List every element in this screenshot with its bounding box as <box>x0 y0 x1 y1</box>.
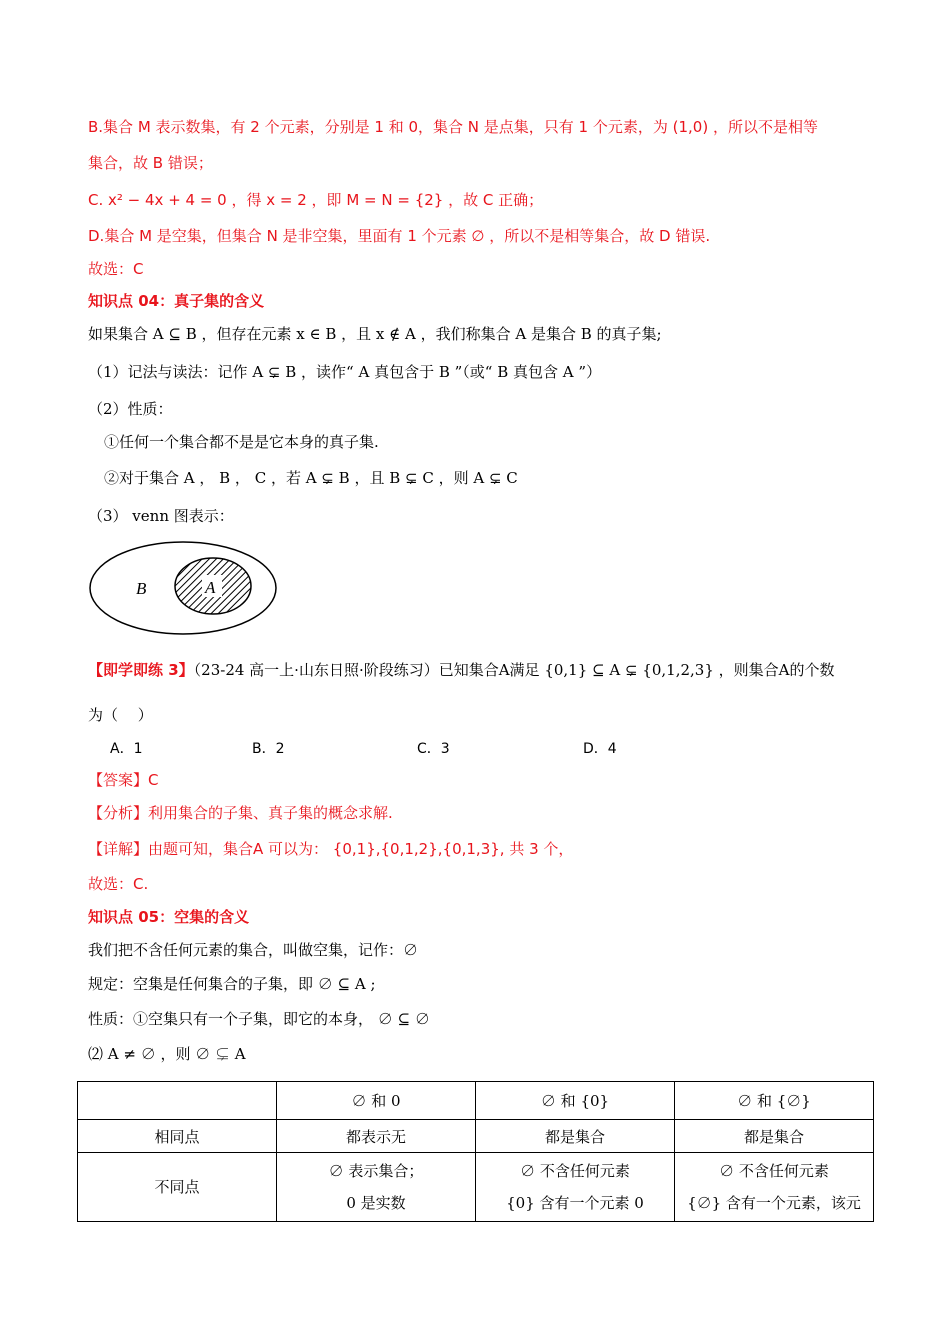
option-d-line: D.集合 M 是空集，但集合 N 是非空集，里面有 1 个元素 ∅ ，所以不是相等集合，故 D 错误. <box>88 227 711 245</box>
table-cell: 相同点 <box>78 1120 277 1153</box>
venn-label-a: A <box>205 578 216 597</box>
cell-line-2: 0 是实数 <box>346 1194 406 1212</box>
empty-set-property-2: ⑵ A ≠ ∅ ，则 ∅ ⊊ A <box>88 1045 246 1063</box>
property-1: ①任何一个集合都不是是它本身的真子集. <box>104 433 379 451</box>
empty-set-definition: 我们把不含任何元素的集合，叫做空集，记作：∅ <box>88 941 419 959</box>
option-b-line-2: 集合，故 B 错误； <box>88 154 213 172</box>
table-cell <box>277 1153 476 1222</box>
cell-line-1: ∅ 不含任何元素 <box>719 1162 829 1180</box>
table-cell: 都表示无 <box>277 1120 476 1153</box>
table-header-cell: ∅ 和 {∅} <box>675 1082 874 1120</box>
choice-d: D．4 <box>583 741 617 757</box>
table-cell <box>78 1153 277 1222</box>
detail-line: 【详解】由题可知，集合A 可以为： {0,1},{0,1,2},{0,1,3}, 共 3 个， <box>88 840 574 858</box>
cell-line-1: ∅ 不含任何元素 <box>520 1162 630 1180</box>
exercise-line <box>88 659 834 681</box>
option-b-line-1: B.集合 M 表示数集，有 2 个元素，分别是 1 和 0，集合 N 是点集，只有 1 个元素，为 (1,0) ，所以不是相等 <box>88 118 818 136</box>
table-row <box>78 1153 874 1222</box>
comparison-table <box>77 1081 874 1222</box>
venn-label-b: B <box>136 579 147 598</box>
proper-subset-definition: 如果集合 A ⊆ B ，但存在元素 x ∈ B ，且 x ∉ A ，我们称集合 A 是集合 B 的真子集; <box>88 325 662 343</box>
table-header-cell <box>78 1082 277 1120</box>
knowledge-point-05-title: 知识点 05：空集的含义 <box>88 908 250 926</box>
knowledge-point-04-title: 知识点 04：真子集的含义 <box>88 292 265 310</box>
choice-b: B．2 <box>252 741 285 757</box>
table-cell: 都是集合 <box>476 1120 675 1153</box>
empty-set-property-1: 性质：①空集只有一个子集，即它的本身， ∅ ⊆ ∅ <box>88 1010 430 1028</box>
table-cell: 都是集合 <box>675 1120 874 1153</box>
choice-a: A．1 <box>110 741 143 757</box>
final-choice-2: 故选：C. <box>88 875 149 893</box>
cell-line-1: ∅ 表示集合； <box>328 1162 424 1180</box>
analysis-line: 【分析】利用集合的子集、真子集的概念求解. <box>88 804 393 822</box>
final-choice-1: 故选：C <box>88 260 144 278</box>
table-cell <box>675 1153 874 1222</box>
answer-line: 【答案】C <box>88 771 159 789</box>
properties-heading: （2）性质： <box>88 400 173 418</box>
cell-line-2: {0} 含有一个元素 0 <box>506 1194 644 1212</box>
venn-diagram <box>86 540 282 642</box>
empty-set-rule: 规定：空集是任何集合的子集，即 ∅ ⊆ A ; <box>88 975 376 993</box>
notation-line: （1）记法与读法：记作 A ⊊ B ，读作“ A 真包含于 B ”（或“ B 真包含 A ”） <box>88 363 602 381</box>
table-header-cell: ∅ 和 0 <box>277 1082 476 1120</box>
exercise-text-2: 为（ ） <box>88 706 153 724</box>
table-cell <box>476 1153 675 1222</box>
exercise-text: （23-24 高一上·山东日照·阶段练习）已知集合A满足 {0,1} ⊆ A ⊊ {0,1,2,3} ，则集合A的个数 <box>193 661 835 679</box>
venn-heading: （3） venn 图表示： <box>88 507 234 525</box>
cell-line-2: {∅} 含有一个元素，该元 <box>687 1194 861 1212</box>
row-label: 不同点 <box>154 1178 200 1196</box>
property-2: ②对于集合 A ， B ， C ，若 A ⊊ B ，且 B ⊊ C ，则 A ⊊ C <box>104 469 518 487</box>
option-c-line: C. x² − 4x + 4 = 0 ，得 x = 2 ，即 M = N = {2} ，故 C 正确； <box>88 191 544 209</box>
choice-c: C．3 <box>417 741 450 757</box>
table-header-cell: ∅ 和 {0} <box>476 1082 675 1120</box>
table-row <box>78 1120 874 1153</box>
exercise-tag: 【即学即练 3】 <box>88 661 194 679</box>
table-header-row <box>78 1082 874 1120</box>
